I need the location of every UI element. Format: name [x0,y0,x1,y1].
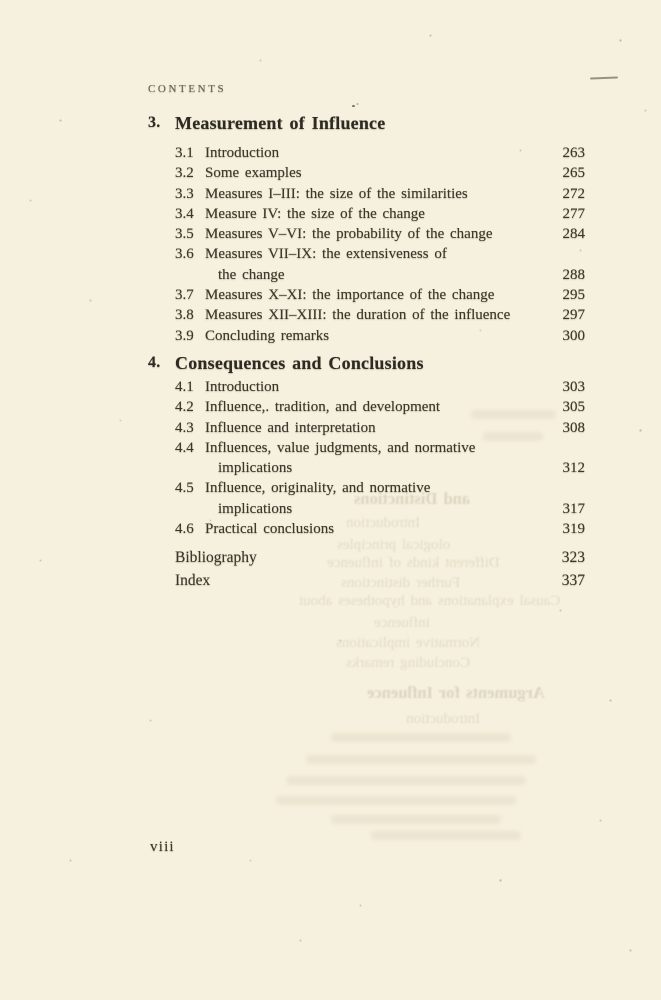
entry-number: 3.8 [175,307,194,324]
toc-entry [175,163,585,183]
bleedthrough-text: Introduction [345,515,420,531]
toc-entry [175,438,585,458]
bleedthrough-smudge [276,796,516,805]
entry-page-number: 337 [561,572,585,590]
entry-page-number: 317 [562,500,585,517]
toc-entry [175,397,585,417]
section-title: Consequences and Conclusions [175,352,424,373]
entry-number: 3.6 [175,246,194,263]
bleedthrough-smudge [306,755,536,764]
entry-title: Measures VII–IX: the extensiveness of [205,246,447,263]
bleedthrough-smudge [331,733,511,742]
bleedthrough-text: Concluding remarks [345,655,470,671]
running-header: CONTENTS [148,83,227,95]
entry-title-continuation: implications [218,500,293,517]
entry-number: 4.5 [175,480,194,497]
toc-entry [175,285,585,305]
toc-entry [175,305,585,325]
entry-title: Measures X–XI: the importance of the change [205,287,495,304]
toc-entry [175,224,585,244]
entry-number: 4.1 [175,378,194,395]
entry-title: Introduction [205,145,280,161]
entry-title: Bibliography [175,549,257,567]
bleedthrough-text: influence [374,615,430,631]
entry-number: 4.3 [175,419,194,436]
entry-page-number: 263 [562,145,585,161]
entry-page-number: 297 [562,307,585,324]
entry-title: Some examples [205,165,302,182]
entry-title: Measures XII–XIII: the duration of the influence [205,307,511,324]
toc-entry [175,377,585,397]
toc-entry [175,418,585,438]
entry-number: 3.5 [175,226,194,243]
entry-page-number: 323 [561,549,585,567]
section-number: 3. [148,114,161,131]
entry-page-number: 308 [562,419,585,436]
entry-title-continuation: implications [218,460,293,477]
entry-page-number: 265 [562,165,585,182]
entry-title: Influence and interpretation [205,419,376,436]
bleedthrough-text: Normative implications [335,635,480,651]
toc-entry [175,143,585,163]
entry-number: 4.6 [175,521,194,538]
bleedthrough-text: ological principles [336,537,450,553]
page-number-folio: viii [150,839,175,855]
entry-title: Measures V–VI: the probability of the change [205,226,493,243]
section-3-entries [148,143,585,346]
table-of-contents [148,83,585,592]
bleedthrough-text: Different kinds of influence [327,555,500,571]
bleedthrough-smudge [371,831,521,840]
entry-title: Measures I–III: the size of the similarities [205,185,468,202]
section-number: 4. [148,353,161,371]
section-4-heading [148,351,585,375]
entry-page-number: 272 [562,185,585,202]
entry-page-number: 288 [562,266,585,283]
entry-number: 3.7 [175,287,194,304]
entry-page-number: 295 [562,287,585,304]
entry-title: Measure IV: the size of the change [205,205,425,222]
entry-number: 3.9 [175,327,194,344]
toc-entry [175,184,585,204]
bleedthrough-text: Introduction [405,711,480,727]
toc-entry-continuation [175,458,585,478]
margin-dash-mark [590,77,618,80]
entry-title: Practical conclusions [205,521,335,538]
entry-page-number: 300 [562,327,585,344]
entry-page-number: 303 [562,378,585,395]
toc-entry [175,546,585,569]
toc-entry [175,204,585,224]
entry-title: Index [175,572,211,590]
entry-number: 3.2 [175,165,194,182]
entry-title-continuation: the change [218,266,285,283]
entry-number: 3.4 [175,205,194,222]
entry-page-number: 312 [562,460,585,477]
toc-entry [175,326,585,346]
toc-entry [175,244,585,264]
toc-entry-continuation [175,499,585,519]
bleedthrough-text: Arguments for Influence [367,683,545,702]
paper-speckles [0,0,1,1]
entry-number: 3.1 [175,145,194,161]
entry-title: Influence,. tradition, and development [205,399,441,416]
bleedthrough-text: Further distinctions [340,575,460,591]
section-3-heading [148,111,585,135]
entry-number: 3.3 [175,185,194,202]
bleedthrough-smudge [286,776,526,785]
toc-entry-continuation [175,265,585,285]
toc-entry [175,478,585,498]
entry-title: Influence, originality, and normative [205,480,431,497]
entry-page-number: 305 [562,399,585,416]
entry-page-number: 284 [562,226,585,243]
entry-title: Concluding remarks [205,327,330,344]
toc-entry [175,569,585,592]
bleedthrough-text: and Distinctions [353,489,470,508]
section-4-entries [148,377,585,539]
entry-title: Introduction [205,378,280,395]
entry-page-number: 319 [562,521,585,538]
bleedthrough-text: Causal explanations and hypotheses about [298,593,560,609]
entry-number: 4.2 [175,399,194,416]
bleedthrough-smudge [331,815,501,824]
backmatter [148,546,585,592]
entry-number: 4.4 [175,439,194,456]
entry-page-number: 277 [562,205,585,222]
toc-entry [175,519,585,539]
section-title: Measurement of Influence [175,113,386,133]
entry-title: Influences, value judgments, and normative [205,439,476,456]
